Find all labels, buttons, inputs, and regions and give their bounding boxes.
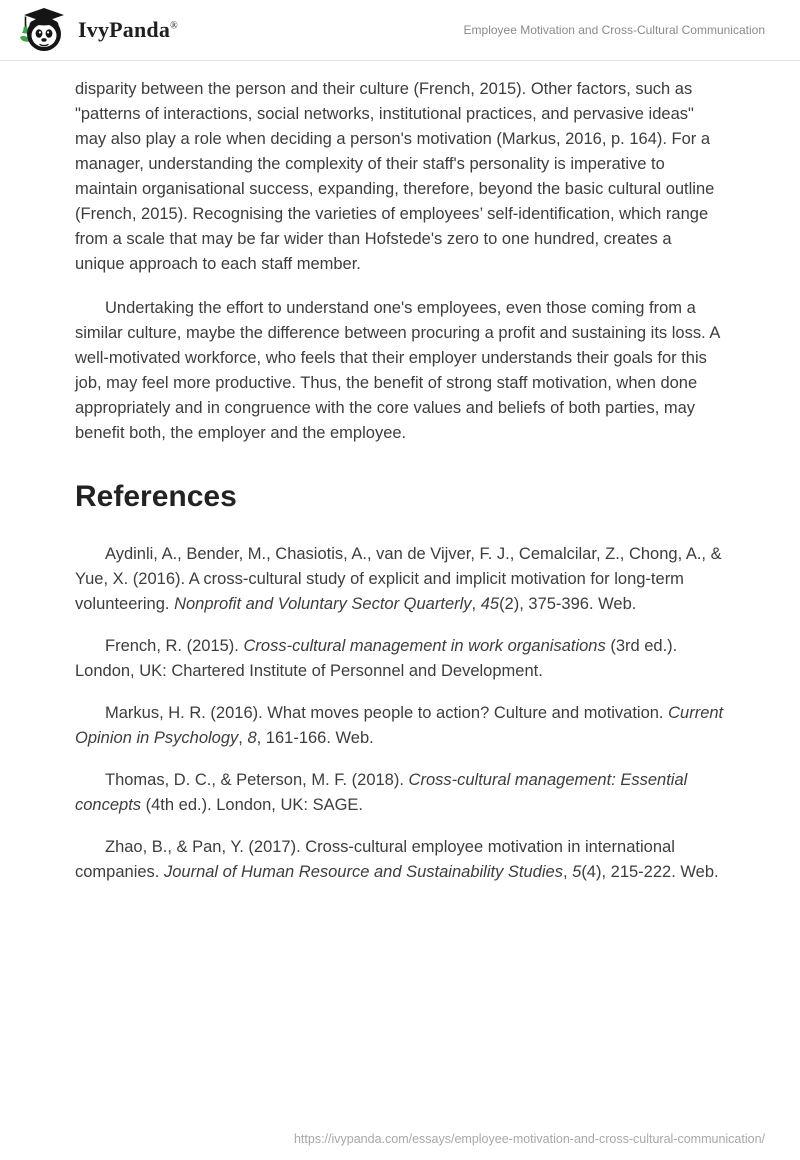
page-footer — [35, 1130, 765, 1148]
references-heading: References — [75, 480, 237, 513]
reference-text-segment: , 161-166. Web. — [256, 729, 374, 747]
essay-paragraph-1: disparity between the person and their culture (French, 2015). Other factors, such as "patterns of interactions, social networks, institutional practices, and pervasive ideas" may also play a role when deciding a person's motivation (Markus, 2016, p. 164). For a manager, understanding the complexity of their staff's personality is imperative to maintain organisational success, expanding, therefore, beyond the basic cultural outline (French, 2015). Recognising the varieties of employees’ self-identification, which range from a scale that may be far wider than Hofstede's zero to one hundred, creates a unique approach to each staff member. — [75, 80, 715, 273]
reference-italic-segment: Cross-cultural management in work organisations — [243, 637, 606, 655]
reference-entry — [75, 634, 725, 684]
reference-text-segment: , — [562, 863, 573, 881]
reference-text-segment: Thomas, D. C., & Peterson, M. F. (2018). — [105, 771, 409, 789]
reference-italic-segment: Cross-cultural management: Essential concepts — [75, 771, 688, 814]
essay-content — [0, 61, 800, 885]
panda-logo-icon — [16, 7, 68, 53]
reference-entry — [75, 542, 725, 617]
brand-name: IvyPanda — [78, 17, 171, 42]
reference-text-segment: , — [238, 729, 248, 747]
source-url-link[interactable]: https://ivypanda.com/essays/employee-motivation-and-cross-cultural-communication/ — [293, 1132, 765, 1146]
references-list — [75, 542, 725, 885]
reference-entry — [75, 701, 725, 751]
reference-text-segment: French, R. (2015). — [105, 637, 244, 655]
reference-text-segment: (4th ed.). London, UK: SAGE. — [141, 796, 363, 814]
brand-link[interactable] — [16, 7, 178, 53]
reference-text-segment: Aydinli, A., Bender, M., Chasiotis, A., van de Vijver, F. J., Cemalcilar, Z., Chong, A., & Yue, X. (2016). A cross-cultural study of explicit and implicit motivation for long-term volunteering. — [75, 545, 722, 613]
reference-text-segment: Zhao, B., & Pan, Y. (2017). Cross-cultural employee motivation in international companies. — [75, 838, 675, 881]
reference-text-segment: (3rd ed.). London, UK: Chartered Institute of Personnel and Development. — [75, 637, 678, 680]
reference-text-segment: Markus, H. R. (2016). What moves people to action? Culture and motivation. — [105, 704, 669, 722]
reference-italic-segment: Nonprofit and Voluntary Sector Quarterly — [174, 595, 472, 613]
page-header — [0, 0, 800, 61]
reference-italic-segment: Current Opinion in Psychology — [75, 704, 724, 747]
essay-paragraph-2: Undertaking the effort to understand one's employees, even those coming from a similar culture, maybe the difference between procuring a profit and sustaining its loss. A well-motivated workforce, who feels that their employer understands their goals for this job, may feel more productive. Thus, the benefit of strong staff motivation, when done appropriately and in congruence with the core values and beliefs of both parties, may benefit both, the employer and the employee. — [75, 299, 720, 442]
reference-entry — [75, 768, 725, 818]
reference-text-segment: (2), 375-396. Web. — [499, 595, 637, 613]
document-title: Employee Motivation and Cross-Cultural Communication — [463, 23, 765, 37]
reference-text-segment: , — [471, 595, 481, 613]
registered-mark: ® — [170, 20, 178, 32]
reference-text-segment: (4), 215-222. Web. — [581, 863, 719, 881]
reference-entry — [75, 835, 725, 885]
reference-italic-segment: 45 — [480, 595, 500, 613]
brand-wordmark — [78, 17, 178, 43]
reference-italic-segment: Journal of Human Resource and Sustainability Studies — [163, 863, 563, 881]
reference-italic-segment: 5 — [572, 863, 582, 881]
reference-italic-segment: 8 — [247, 729, 257, 747]
